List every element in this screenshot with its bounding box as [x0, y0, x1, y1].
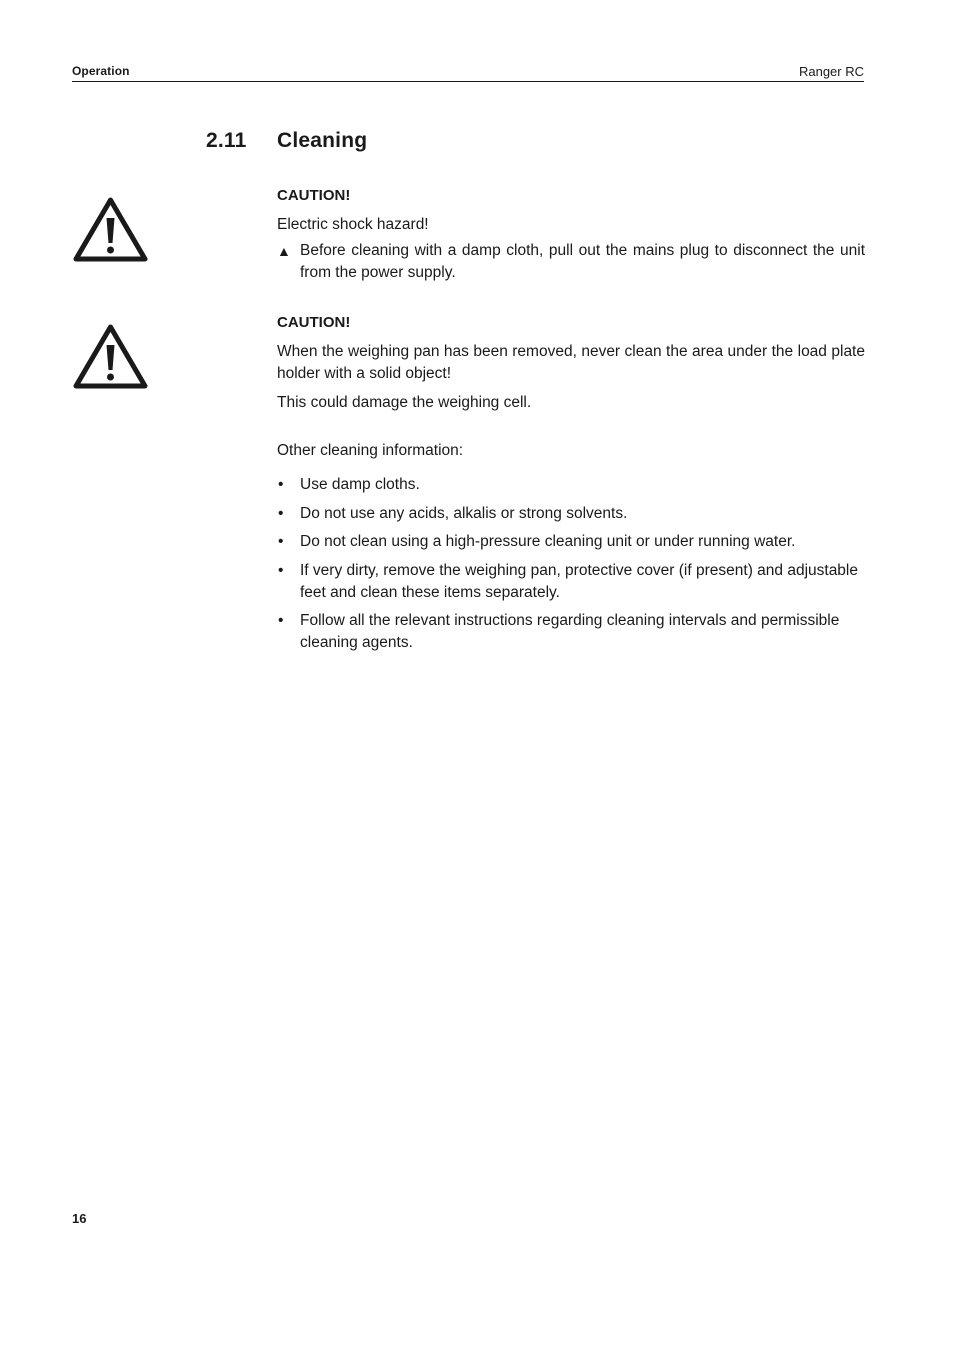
list-item	[277, 610, 865, 654]
caution-text: Electric shock hazard!	[277, 216, 429, 233]
section-heading	[206, 129, 367, 153]
caution-consequence: This could damage the weighing cell.	[277, 394, 532, 411]
triangle-bullet-icon: ▲	[277, 243, 291, 259]
bullet-icon: •	[278, 533, 284, 550]
list-item-text: Do not clean using a high-pressure cleaning unit or under running water.	[300, 533, 796, 550]
caution-instruction-text: Before cleaning with a damp cloth, pull out the mains plug to disconnect the unit from the power supply.	[300, 242, 865, 281]
caution-label: CAUTION!	[277, 314, 351, 331]
section-title: Cleaning	[277, 129, 368, 152]
list-item-text: Do not use any acids, alkalis or strong solvents.	[300, 504, 628, 522]
list-item	[277, 531, 865, 553]
bullet-icon: •	[278, 504, 284, 522]
list-item-text: Use damp cloths.	[300, 476, 420, 493]
list-item-text: If very dirty, remove the weighing pan, protective cover (if present) and adjustable feet and clean these items separately.	[300, 561, 858, 601]
page-number: 16	[72, 1211, 87, 1226]
warning-triangle-icon	[73, 323, 148, 389]
header-section: Operation	[72, 64, 130, 78]
list-item-text: Follow all the relevant instructions regarding cleaning intervals and permissible cleaning agents.	[300, 612, 840, 651]
cleaning-list	[277, 474, 865, 654]
list-item	[277, 560, 865, 604]
bullet-icon: •	[278, 612, 284, 629]
caution-block-2	[277, 312, 865, 414]
other-intro: Other cleaning information:	[277, 442, 464, 459]
list-item	[277, 474, 865, 496]
caution-text: When the weighing pan has been removed, never clean the area under the load plate holder with a solid object!	[277, 343, 865, 382]
other-cleaning-info	[277, 440, 865, 661]
header-product: Ranger RC	[798, 64, 864, 79]
section-number: 2.11	[206, 129, 247, 152]
caution-block-1	[277, 185, 865, 284]
bullet-icon: •	[278, 561, 284, 579]
warning-triangle-icon	[73, 196, 148, 262]
header-rule	[72, 81, 864, 82]
caution-instruction	[277, 240, 865, 284]
caution-label: CAUTION!	[277, 187, 351, 204]
list-item	[277, 503, 865, 525]
bullet-icon: •	[278, 476, 284, 493]
